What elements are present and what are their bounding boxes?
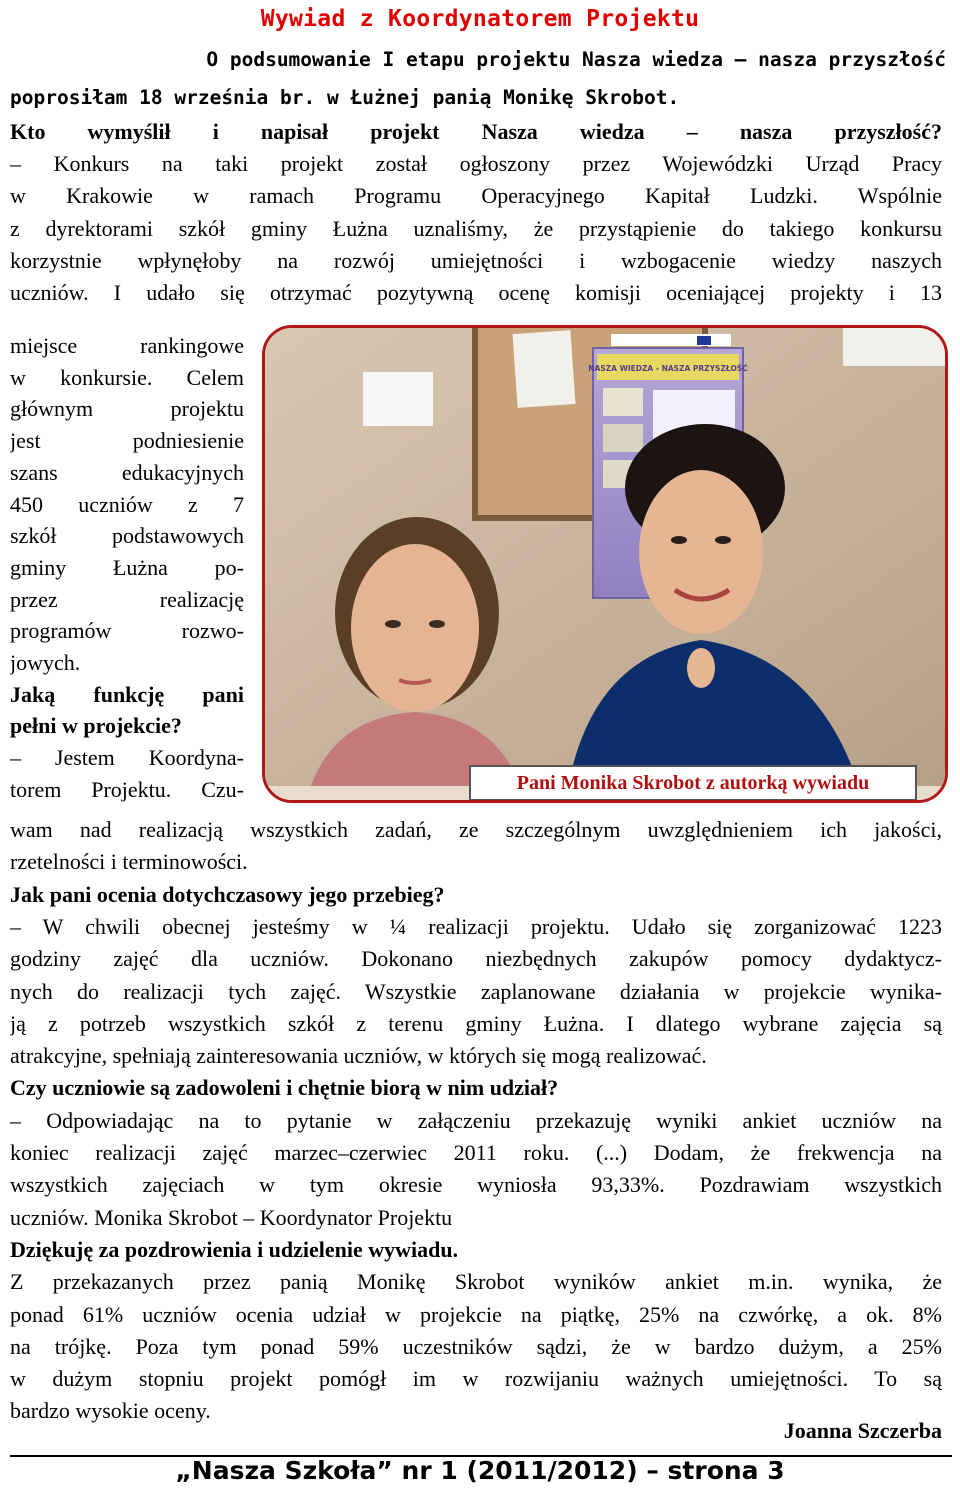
text-line: jest podniesienie (10, 428, 244, 454)
text-line: w dużym stopniu projekt pomógł im w rozwijaniu ważnych umiejętności. To są (10, 1366, 942, 1392)
text-line: uczniów. Monika Skrobot – Koordynator Projektu (10, 1204, 453, 1230)
wall-note (363, 372, 433, 426)
text-line: z dyrektorami szkół gminy Łużna uznaliśmy, że przystąpienie do takiego konkursu (10, 215, 942, 241)
text-line: Dziękuję za pozdrowienia i udzielenie wywiadu. (10, 1236, 459, 1262)
photo-illustration (265, 328, 948, 803)
girl-face (351, 544, 479, 712)
text-line: Z przekazanych przez panią Monikę Skrobot wyników ankiet m.in. wynika, że (10, 1269, 942, 1295)
text-line: koniec realizacji zajęć marzec–czerwiec 2011 roku. (...) Dodam, że frekwencja na (10, 1140, 942, 1165)
text-line: ją z potrzeb wszystkich szkół z terenu gminy Łużna. I dlatego wybrane zajęcia są (10, 1010, 942, 1036)
text-line: – Jestem Koordyna- (10, 745, 244, 771)
text-line: nych do realizacji tych zajęć. Wszystkie zaplanowane działania w projekcie wynika- (10, 978, 942, 1004)
woman-face (639, 470, 763, 634)
article-photo (262, 325, 948, 803)
text-line: uczniów. I udało się otrzymać pozytywną ocenę komisji oceniającej projekty i 13 (10, 280, 942, 305)
text-line: w Krakowie w ramach Programu Operacyjnego Kapitał Ludzki. Wspólnie (10, 183, 942, 209)
text-line: Czy uczniowie są zadowoleni i chętnie biorą w nim udział? (10, 1075, 559, 1101)
intro-line-1: O podsumowanie I etapu projektu Nasza wiedza – nasza przyszłość (206, 48, 946, 71)
text-line: Jak pani ocenia dotychczasowy jego przebieg? (10, 881, 445, 907)
text-line: rzetelności i terminowości. (10, 849, 248, 875)
text-line: korzystnie wpłynęłoby na rozwój umiejętności i wzbogacenie wiedzy naszych (10, 247, 942, 273)
text-line: szans edukacyjnych (10, 459, 244, 485)
photo-caption-box (469, 765, 917, 801)
text-line: szkół podstawowych (10, 523, 244, 549)
text-line: miejsce rankingowe (10, 333, 244, 358)
text-line: w konkursie. Celem (10, 364, 244, 390)
text-line: bardzo wysokie oceny. (10, 1398, 211, 1424)
text-line: programów rozwo- (10, 618, 244, 644)
page-footer: „Nasza Szkoła” nr 1 (2011/2012) – strona 3 (175, 1456, 785, 1485)
text-line: przez realizację (10, 586, 244, 612)
text-line: torem Projektu. Czu- (10, 776, 244, 802)
text-line: ponad 61% uczniów ocenia udział w projekcie na piątkę, 25% na czwórkę, a ok. 8% (10, 1301, 942, 1327)
text-line: – Konkurs na taki projekt został ogłoszony przez Wojewódzki Urząd Pracy (10, 151, 942, 177)
photo-caption: Pani Monika Skrobot z autorką wywiadu (516, 771, 870, 794)
poster-title: NASZA WIEDZA - NASZA PRZYSZŁOŚĆ (588, 364, 748, 373)
text-line: gminy Łużna po- (10, 554, 244, 580)
text-line: atrakcyjne, spełniają zainteresowania uczniów, w których się mogą realizować. (10, 1043, 707, 1069)
text-line: Kto wymyślił i napisał projekt Nasza wiedza – nasza przyszłość? (10, 119, 942, 144)
text-line: Jaką funkcję pani (10, 681, 244, 707)
text-line: wszystkich zajęciach w tym okresie wyniosła 93,33%. Pozdrawiam wszystkich (10, 1172, 942, 1198)
text-line: wam nad realizacją wszystkich zadań, ze szczególnym uwzględnieniem ich jakości, (10, 817, 942, 842)
text-line: 450 uczniów z 7 (10, 491, 244, 517)
author-signature: Joanna Szczerba (783, 1418, 942, 1443)
text-line: – W chwili obecnej jesteśmy w ¼ realizacji projektu. Udało się zorganizować 1223 (10, 913, 942, 939)
text-line: jowych. (10, 650, 81, 675)
text-line: – Odpowiadając na to pytanie w załączeniu przekazuję wyniki ankiet uczniów na (10, 1107, 942, 1133)
intro-line-2: poprosiłam 18 września br. w Łużnej panią Monikę Skrobot. (10, 86, 680, 109)
text-line: na trójkę. Poza tym ponad 59% uczestników sądzi, że w bardzo dużym, a 25% (10, 1333, 942, 1359)
text-line: głównym projektu (10, 396, 244, 422)
article-title: Wywiad z Koordynatorem Projektu (260, 6, 700, 32)
text-line: godziny zajęć dla uczniów. Dokonano niezbędnych zakupów pomocy dydaktycz- (10, 946, 942, 972)
text-line: pełni w projekcie? (10, 713, 182, 739)
